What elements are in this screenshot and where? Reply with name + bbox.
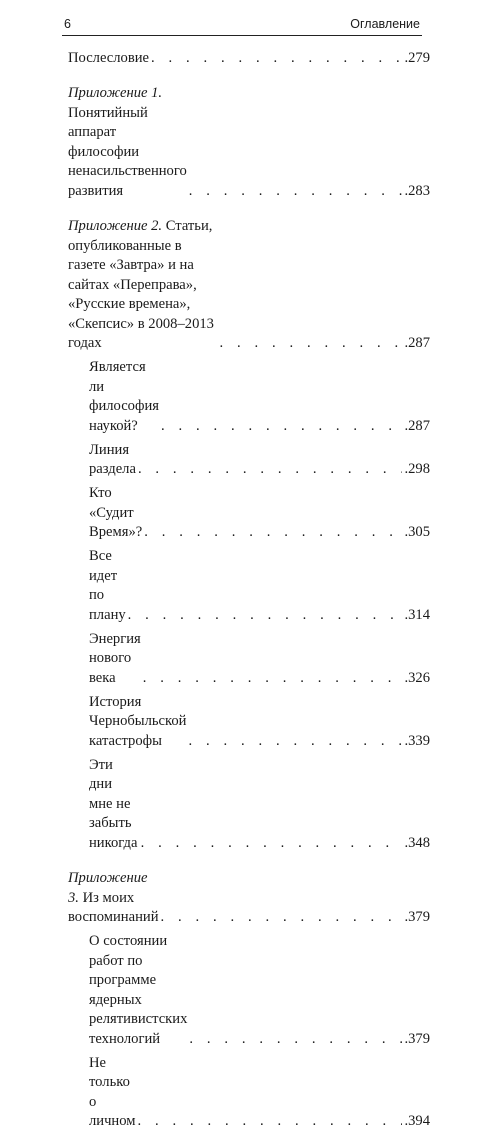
toc-entry-according-to-plan <box>89 547 430 625</box>
entry-title: Энергия нового века <box>89 630 141 686</box>
dot-leader <box>220 334 403 354</box>
entry-page: .314 <box>404 606 430 623</box>
entry-page: .348 <box>404 834 430 851</box>
dot-leader <box>188 732 402 752</box>
entry-title: Послесловие <box>68 49 150 66</box>
entry-title: Статьи, опубликованные в газете «Завтра» и на сайтах «Переправа», «Русские времена», «Скепсис» в 2008–2013 годах <box>68 218 214 351</box>
toc-entry-nuclear-program <box>89 932 430 1049</box>
entry-title: Из моих воспоминаний <box>68 889 159 925</box>
dot-leader <box>151 49 402 69</box>
dot-leader <box>161 417 402 437</box>
dot-leader <box>144 523 402 543</box>
entry-page: .298 <box>404 461 430 477</box>
dot-leader <box>189 182 403 202</box>
page-number: 6 <box>64 17 71 31</box>
entry-title: Не только о личном <box>89 1054 136 1129</box>
entry-title: Все идет по плану <box>89 548 126 623</box>
toc-entry-unforgettable-days <box>89 756 430 854</box>
toc-entry-new-century-energy <box>89 630 430 689</box>
toc-entry-appendix-2 <box>68 217 430 354</box>
toc-entry-chernobyl-history <box>89 693 430 752</box>
entry-prefix: Приложение 3. <box>68 870 148 906</box>
entry-page: .287 <box>404 335 430 351</box>
dot-leader <box>143 669 403 689</box>
running-header <box>62 17 422 36</box>
entry-page: .279 <box>404 49 430 66</box>
entry-page: .379 <box>404 1030 430 1047</box>
entry-title: Линия раздела <box>89 441 136 477</box>
entry-title: Является ли философия наукой? <box>89 359 159 434</box>
dot-leader <box>128 606 403 626</box>
running-title: Оглавление <box>350 17 420 31</box>
entry-page: .326 <box>404 669 430 686</box>
dot-leader <box>161 908 403 928</box>
toc-entry-judges-time <box>89 484 430 543</box>
table-of-contents <box>68 44 430 1132</box>
entry-title: О состоянии работ по программе ядерных релятивистских технологий <box>89 933 188 1047</box>
entry-page: .287 <box>404 417 430 434</box>
dot-leader <box>138 460 403 480</box>
toc-entry-afterword <box>68 49 430 69</box>
dot-leader <box>138 1112 403 1132</box>
entry-prefix: Приложение 1. <box>68 85 163 101</box>
entry-title: История Чернобыльской катастрофы <box>89 693 187 749</box>
toc-entry-not-only-personal <box>89 1054 430 1132</box>
entry-page: .305 <box>404 524 430 540</box>
entry-page: .283 <box>404 182 430 199</box>
entry-title: Понятийный аппарат философии ненасильственного развития <box>68 104 187 199</box>
dot-leader <box>189 1030 402 1050</box>
entry-prefix: Приложение 2. <box>68 218 163 234</box>
toc-entry-appendix-3 <box>68 869 430 928</box>
entry-page: .379 <box>404 909 430 925</box>
entry-page: .394 <box>404 1113 430 1129</box>
dot-leader <box>141 834 403 854</box>
toc-entry-dividing-line <box>89 441 430 480</box>
entry-title: Кто «Судит Время»? <box>89 485 143 540</box>
toc-entry-philosophy-science <box>89 358 430 436</box>
toc-entry-appendix-1 <box>68 84 430 201</box>
entry-page: .339 <box>404 732 430 749</box>
entry-title: Эти дни мне не забыть никогда <box>89 756 138 851</box>
